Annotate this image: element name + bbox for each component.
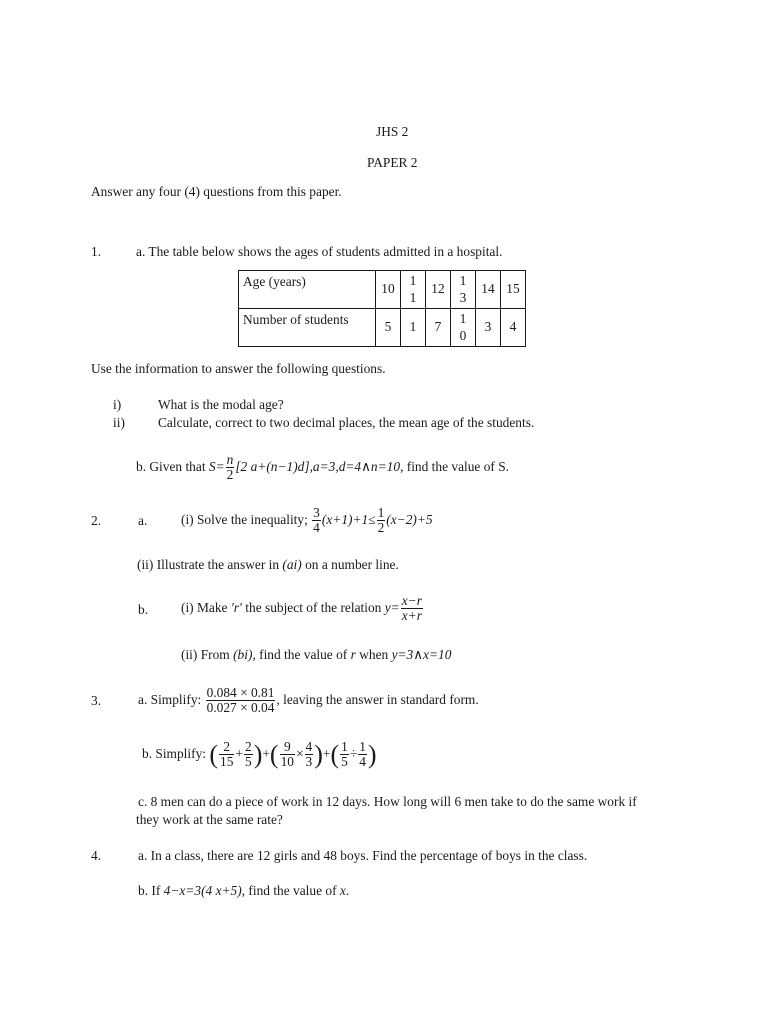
q1-sub-i-label: i) bbox=[113, 397, 122, 412]
row-label-age: Age (years) bbox=[239, 271, 376, 309]
q1-use-info: Use the information to answer the following questions. bbox=[91, 361, 386, 376]
age-cell: 14 bbox=[476, 271, 501, 309]
fraction-1-over-2: $\frac{1}{2}$ bbox=[377, 505, 385, 536]
q1-part-b-end: , find the value of S. bbox=[400, 459, 510, 474]
q2-b-i: (i) Make ′r′ the subject of the relation y= $\frac{x-r}{x+r}$ bbox=[181, 593, 422, 624]
q3-number: 3. bbox=[91, 693, 102, 708]
count-cell: 5 bbox=[376, 309, 401, 347]
fraction-x-minus-r: $\frac{x-r}{x+r}$ bbox=[401, 593, 422, 624]
q2-a-ii: (ii) Illustrate the answer in (ai) on a number line. bbox=[137, 557, 399, 572]
count-cell: 3 bbox=[476, 309, 501, 347]
q1-sub-ii-label: ii) bbox=[113, 415, 125, 430]
paper-label: PAPER 2 bbox=[367, 155, 418, 170]
q2-b-ii: (ii) From (bi), find the value of r when y=3∧x=10 bbox=[181, 647, 452, 662]
q3-c-line2: they work at the same rate? bbox=[136, 812, 283, 827]
count-cell: 4 bbox=[501, 309, 526, 347]
q1-part-a: a. The table below shows the ages of students admitted in a hospital. bbox=[136, 244, 503, 259]
q4-number: 4. bbox=[91, 848, 102, 863]
q3-c-line1: c. 8 men can do a piece of work in 12 days. How long will 6 men take to do the same work if bbox=[138, 794, 637, 809]
q4-b: b. If 4−x=3(4 x+5), find the value of x. bbox=[138, 883, 350, 898]
q1-sub-i-text: What is the modal age? bbox=[158, 397, 284, 412]
age-cell: 1 3 bbox=[451, 271, 476, 309]
age-cell: 15 bbox=[501, 271, 526, 309]
fraction-decimal-product: $\frac{0.084 \times 0.81}{0.027 \times 0.04}$ bbox=[206, 685, 275, 716]
q2-a-i bbox=[181, 502, 433, 538]
class-label: JHS 2 bbox=[376, 124, 409, 139]
table-row-students bbox=[239, 309, 526, 347]
age-cell: 10 bbox=[376, 271, 401, 309]
q1-part-b-intro: b. Given that bbox=[136, 459, 206, 474]
q1-number: 1. bbox=[91, 244, 102, 259]
age-cell: 12 bbox=[426, 271, 451, 309]
q2-a-label: a. bbox=[138, 513, 148, 528]
formula-s: S= bbox=[208, 459, 225, 474]
count-cell: 1 bbox=[401, 309, 426, 347]
table-row-age bbox=[239, 271, 526, 309]
formula-rest: [2 a+(n−1)d],a=3,d=4∧n=10 bbox=[235, 459, 401, 474]
instructions: Answer any four (4) questions from this paper. bbox=[91, 184, 342, 199]
count-cell: 1 0 bbox=[451, 309, 476, 347]
fraction-n-over-2: $\frac{n}{2}$ bbox=[226, 452, 234, 483]
q1-sub-ii-text: Calculate, correct to two decimal places, the mean age of the students. bbox=[158, 415, 535, 430]
q1-part-b bbox=[136, 450, 509, 484]
inequality-end: (x−2)+5 bbox=[386, 512, 433, 527]
age-cell: 1 1 bbox=[401, 271, 426, 309]
count-cell: 7 bbox=[426, 309, 451, 347]
ages-table bbox=[238, 270, 526, 347]
q3-b: b. Simplify: ( $\frac{2}{15}$ + $\frac{2}{5}$ )+( $\frac{9}{10}$ × $\frac{4}{3}$ )+( $\frac{1}{5}$ ÷ $\frac{1}{4}$ ) bbox=[142, 739, 377, 770]
q2-b-label: b. bbox=[138, 602, 149, 617]
q2-a-i-text: (i) Solve the inequality; bbox=[181, 512, 308, 527]
q2-number: 2. bbox=[91, 513, 102, 528]
inequality-mid: (x+1)+1≤ bbox=[321, 512, 376, 527]
q4-a: a. In a class, there are 12 girls and 48 boys. Find the percentage of boys in the class. bbox=[138, 848, 588, 863]
q3-a: a. Simplify: $\frac{0.084 \times 0.81}{0.027 \times 0.04}$ , leaving the answer in standard form. bbox=[138, 685, 479, 716]
fraction-3-over-4: $\frac{3}{4}$ bbox=[313, 505, 320, 536]
row-label-students: Number of students bbox=[239, 309, 376, 347]
